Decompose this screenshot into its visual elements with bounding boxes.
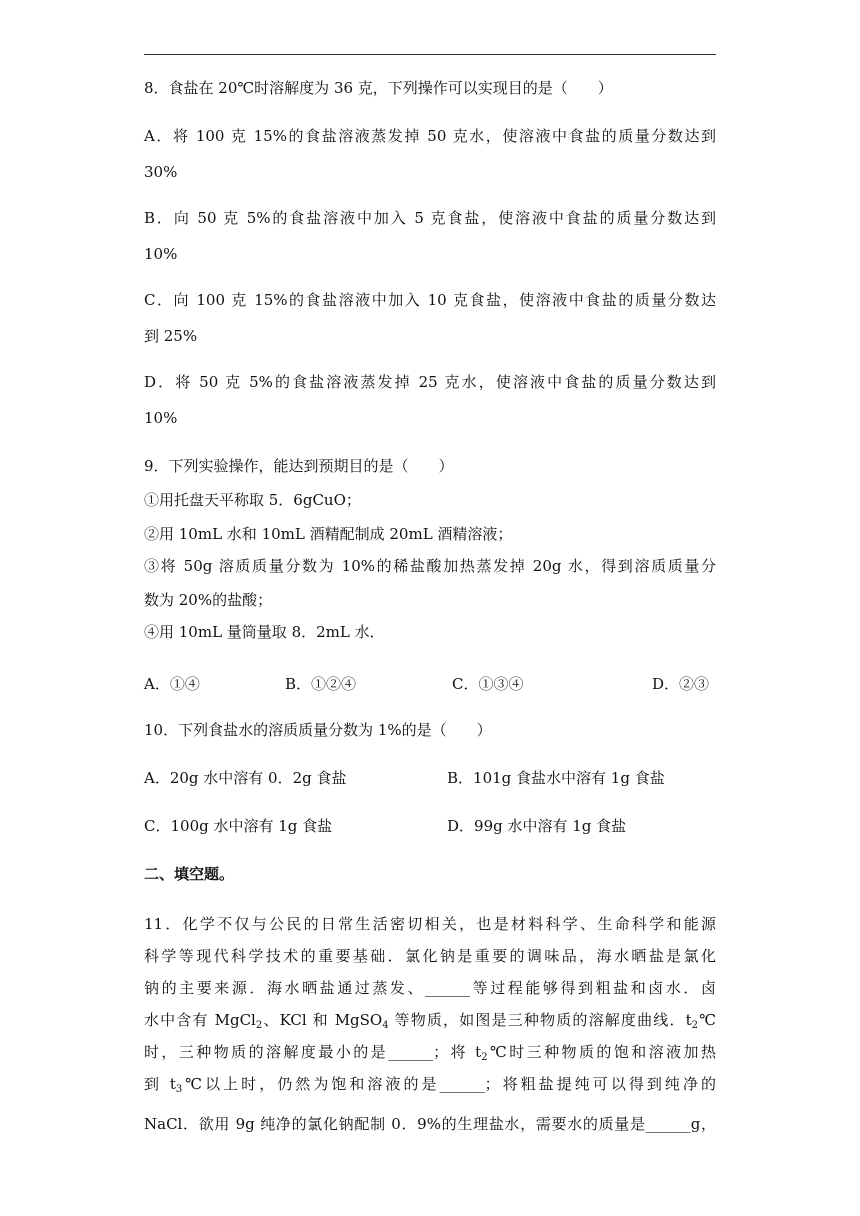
q10-option-a: A．20g 水中溶有 0．2g 食盐 bbox=[144, 769, 347, 787]
section-heading: 二、填空题。 bbox=[144, 865, 235, 883]
q9-stem: 9．下列实验操作，能达到预期目的是（ ） bbox=[144, 457, 454, 475]
q8-stem: 8．食盐在 20℃时溶解度为 36 克，下列操作可以实现目的是（ ） bbox=[144, 79, 613, 97]
q9-item-3-line2: 数为 20%的盐酸； bbox=[144, 591, 273, 609]
q10-stem: 10．下列食盐水的溶质质量分数为 1%的是（ ） bbox=[144, 721, 492, 739]
header-rule bbox=[144, 54, 716, 55]
q9-option-d: D．②③ bbox=[652, 675, 710, 693]
q11-line7: NaCl．欲用 9g 纯净的氯化钠配制 0．9%的生理盐水，需要水的质量是______g， bbox=[144, 1115, 716, 1133]
q8-option-c-line2: 到 25% bbox=[144, 327, 198, 345]
q9-item-1: ①用托盘天平称取 5．6gCuO； bbox=[144, 491, 361, 509]
q9-item-3-line1: ③将 50g 溶质质量分数为 10%的稀盐酸加热蒸发掉 20g 水，得到溶质质量分 bbox=[144, 557, 716, 575]
q11-line2: 科学等现代科学技术的重要基础．氯化钠是重要的调味品，海水晒盐是氯化 bbox=[144, 947, 716, 965]
q9-option-c: C．①③④ bbox=[452, 675, 524, 693]
q11-line5: 时，三种物质的溶解度最小的是______；将 $t_2℃$时三种物质的饱和溶液加热 bbox=[144, 1043, 716, 1063]
q8-option-b-line2: 10% bbox=[144, 245, 178, 263]
q8-option-b-line1: B．向 50 克 5%的食盐溶液中加入 5 克食盐，使溶液中食盐的质量分数达到 bbox=[144, 209, 716, 227]
q11-line4: 水中含有 MgCl$_2$、KCl 和 MgSO$_4$ 等物质，如图是三种物质的溶解度曲线．$t_2℃$ bbox=[144, 1011, 716, 1031]
q9-item-2: ②用 10mL 水和 10mL 酒精配制成 20mL 酒精溶液； bbox=[144, 525, 513, 543]
q8-option-d-line1: D．将 50 克 5%的食盐溶液蒸发掉 25 克水，使溶液中食盐的质量分数达到 bbox=[144, 373, 716, 391]
q8-option-d-line2: 10% bbox=[144, 409, 178, 427]
q11-line3: 钠的主要来源．海水晒盐通过蒸发、______等过程能够得到粗盐和卤水．卤 bbox=[144, 979, 716, 997]
q9-option-a: A．①④ bbox=[144, 675, 200, 693]
q11-line6: 到 $t_3℃$以上时，仍然为饱和溶液的是______；将粗盐提纯可以得到纯净的 bbox=[144, 1075, 716, 1095]
q10-option-b: B．101g 食盐水中溶有 1g 食盐 bbox=[447, 769, 665, 787]
q8-option-c-line1: C．向 100 克 15%的食盐溶液中加入 10 克食盐，使溶液中食盐的质量分数达 bbox=[144, 291, 716, 309]
q10-option-d: D．99g 水中溶有 1g 食盐 bbox=[447, 817, 627, 835]
q11-line1: 11．化学不仅与公民的日常生活密切相关，也是材料科学、生命科学和能源 bbox=[144, 915, 716, 933]
q9-item-4: ④用 10mL 量筒量取 8．2mL 水． bbox=[144, 623, 385, 641]
q9-option-b: B．①②④ bbox=[285, 675, 357, 693]
q8-option-a-line1: A．将 100 克 15%的食盐溶液蒸发掉 50 克水，使溶液中食盐的质量分数达到 bbox=[144, 127, 716, 145]
q10-option-c: C．100g 水中溶有 1g 食盐 bbox=[144, 817, 333, 835]
q8-option-a-line2: 30% bbox=[144, 163, 178, 181]
